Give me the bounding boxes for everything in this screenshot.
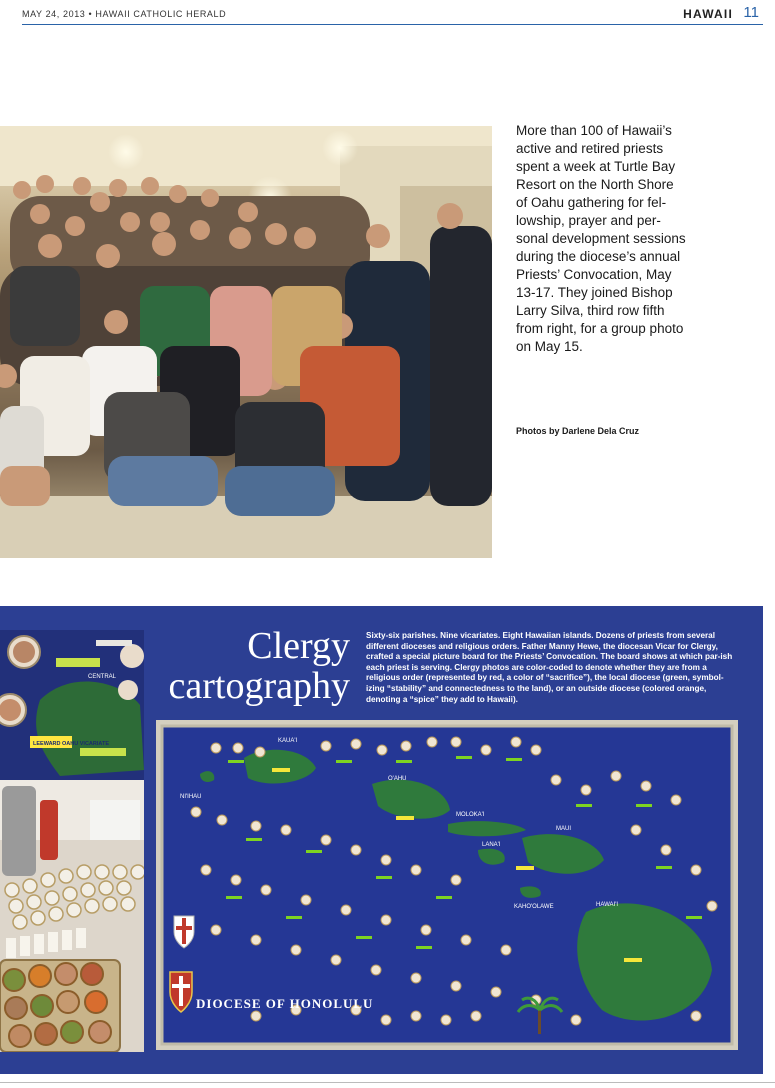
island-label: MOLOKA'I [456, 812, 485, 818]
page-header [0, 0, 775, 26]
island-label: MAUI [556, 826, 571, 832]
island-label: HAWAI'I [596, 902, 619, 908]
island-label: O'AHU [388, 776, 407, 782]
feature-title [164, 626, 350, 706]
photo-credit: Photos by Darlene Dela Cruz [516, 426, 640, 436]
diocese-map-board [156, 720, 738, 1050]
clergy-cartography-panel [0, 606, 763, 1074]
thumb-label: CENTRAL [88, 674, 117, 680]
board-title: DIOCESE OF HONOLULU [196, 996, 374, 1011]
ceiling-light-icon [108, 134, 144, 170]
page-number: 11 [743, 4, 759, 21]
craft-table-illustration [0, 780, 144, 1052]
header-rule [22, 24, 763, 25]
ceiling-light-icon [322, 130, 358, 166]
island-label: KAHO'OLAWE [514, 904, 554, 910]
feature-title-line1: Clergy [247, 625, 350, 667]
group-photo-illustration [0, 126, 492, 558]
feature-title-line2: cartography [168, 665, 350, 707]
issue-line: MAY 24, 2013 • HAWAII CATHOLIC HERALD [22, 9, 227, 19]
diocese-map-board-photo [156, 720, 738, 1050]
island-label: LANA'I [482, 842, 501, 848]
photo-caption: More than 100 of Hawaii’s active and retired priests spent a week at Turtle Bay Resort on the North Shore of Oahu gathering for fel-lowship, prayer and per-sonal development sessions during the diocese’s annual Priests’ Convocation, May 13-17. They joined Bishop Larry Silva, third row fifth from right, for a group photo on May 15. [516, 123, 686, 354]
island-label: KAUA'I [278, 738, 298, 744]
section-label: HAWAII [683, 7, 733, 21]
feature-body: Sixty-six parishes. Nine vicariates. Eight Hawaiian islands. Dozens of priests from several different dioceses and religious orders. Father Manny Hewe, the diocesan Vicar for Clergy, crafted a special picture board for the Priests’ Convocation. The board shows at which par-ish each priest is serving. Clergy photos are color-coded to denote whether they are from a religious order (represented by red, a color of “sacrifice”), the local diocese (green, symbol-izing “stability” and connectedness to the land), or an outside diocese (colored orange, denoting a “spice” they add to Hawaii). [366, 631, 733, 704]
craft-table-photo [0, 780, 144, 1052]
group-photo [0, 126, 492, 558]
island-label: NI'IHAU [180, 794, 202, 800]
board-closeup-illustration [0, 630, 144, 780]
footer-rule [0, 1082, 775, 1083]
thumb-label: LEEWARD OAHU VICARIATE [33, 741, 109, 747]
board-closeup-photo [0, 630, 144, 780]
